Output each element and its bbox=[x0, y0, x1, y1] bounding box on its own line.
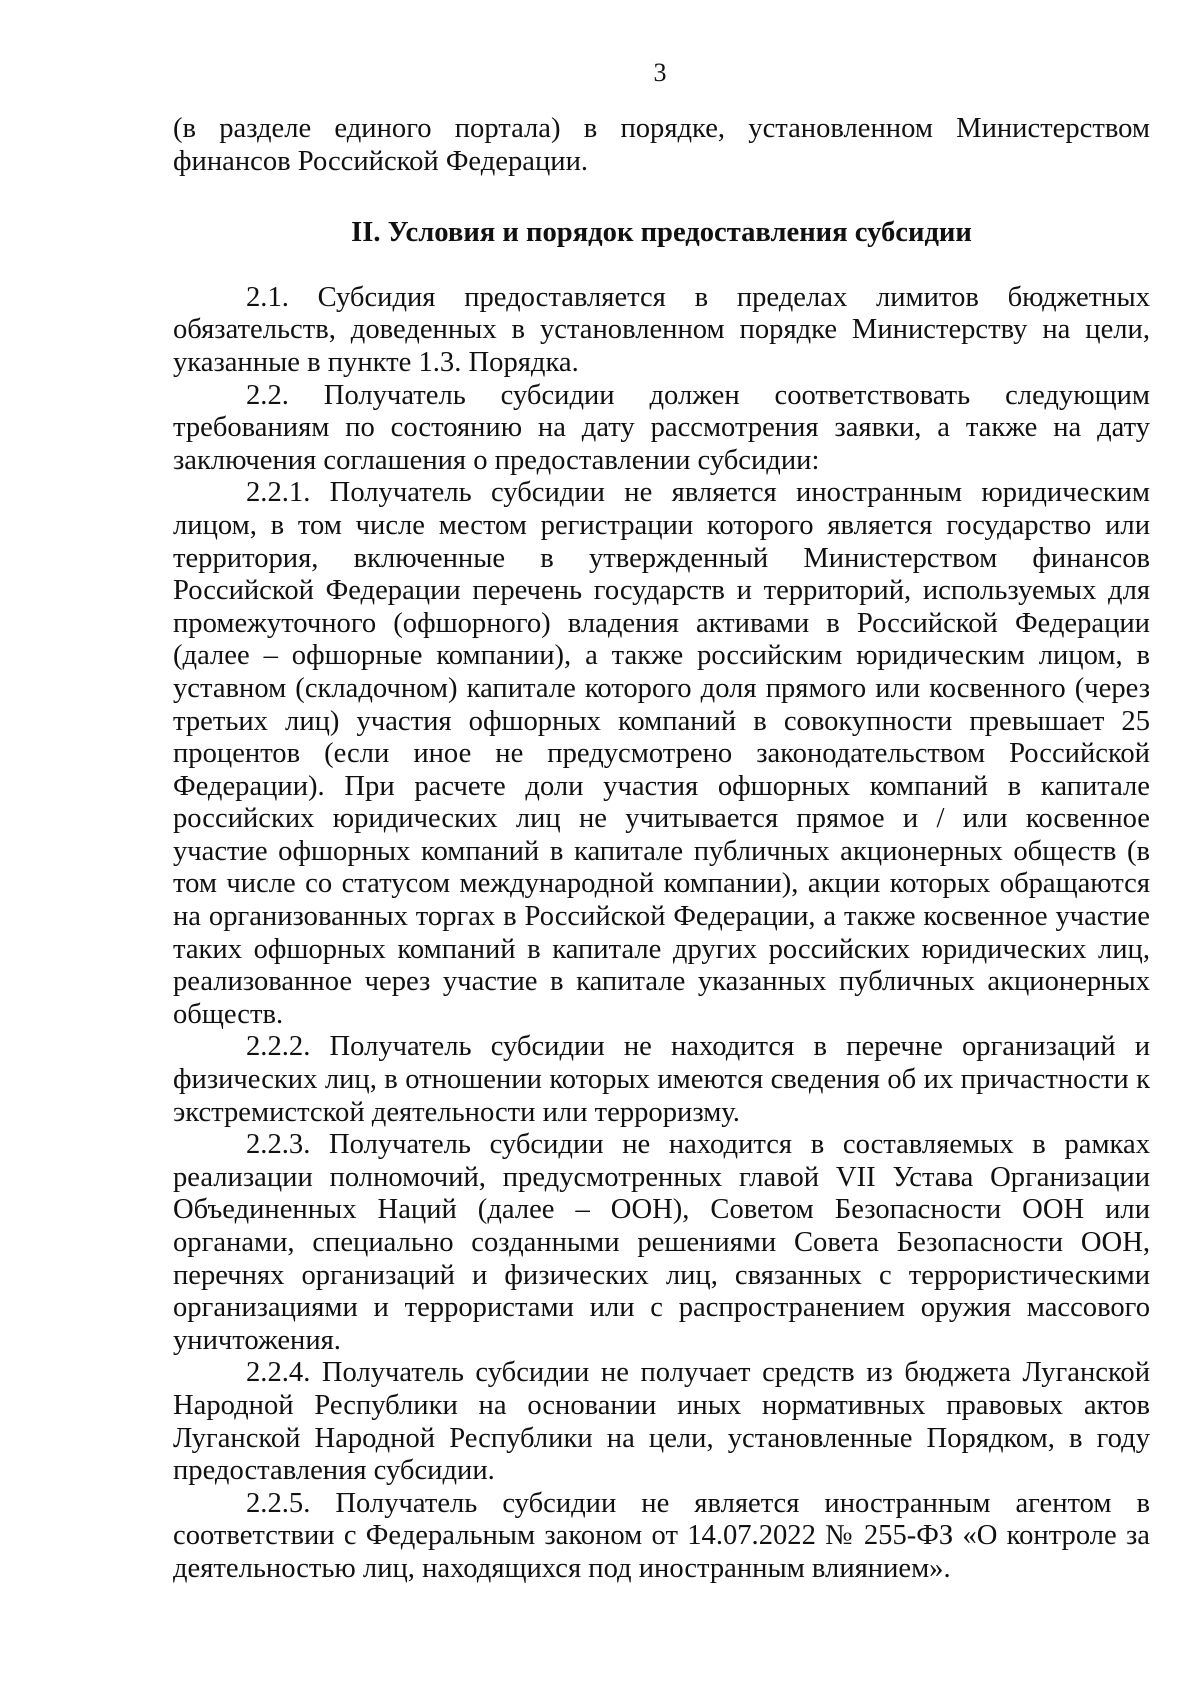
page-number: 3 bbox=[653, 58, 667, 87]
paragraph-2-2-4: 2.2.4. Получатель субсидии не получает средств из бюджета Луганской Народной Республики на основании иных нормативных правовых актов Луганской Народной Республики на цели, установленные Порядком, в году предоставления субсидии. bbox=[173, 1357, 1150, 1487]
paragraph-2-2-5: 2.2.5. Получатель субсидии не является иностранным агентом в соответствии с Федеральным законом от 14.07.2022 № 255-ФЗ «О контроле за деятельностью лиц, находящихся под иностранным влиянием». bbox=[173, 1487, 1150, 1584]
paragraph-2-2-2: 2.2.2. Получатель субсидии не находится в перечне организаций и физических лиц, в отношении которых имеются сведения об их причастности к экстремистской деятельности или терроризму. bbox=[173, 1031, 1150, 1128]
document-body bbox=[173, 113, 1150, 1586]
paragraph-2-2: 2.2. Получатель субсидии должен соответствовать следующим требованиям по состоянию на дату рассмотрения заявки, а также на дату заключения соглашения о предоставлении субсидии: bbox=[173, 379, 1150, 476]
paragraph-2-2-1: 2.2.1. Получатель субсидии не является иностранным юридическим лицом, в том числе местом регистрации которого является государство или территория, включенные в утвержденный Министерством финансов Российской Федерации перечень государств и территорий, используемых для промежуточного (офшорного) владения активами в Российской Федерации (далее – офшорные компании), а также российским юридическим лицом, в уставном (складочном) капитале которого доля прямого или косвенного (через третьих лиц) участия офшорных компаний в совокупности превышает 25 процентов (если иное не предусмотрено законодательством Российской Федерации). При расчете доли участия офшорных компаний в капитале российских юридических лиц не учитывается прямое и / или косвенное участие офшорных компаний в капитале публичных акционерных обществ (в том числе со статусом международной компании), акции которых обращаются на организованных торгах в Российской Федерации, а также косвенное участие таких офшорных компаний в капитале других российских юридических лиц, реализованное через участие в капитале указанных публичных акционерных обществ. bbox=[173, 477, 1150, 1030]
intro-paragraph: (в разделе единого портала) в порядке, установленном Министерством финансов Российской Федерации. bbox=[173, 113, 1150, 177]
paragraph-2-1: 2.1. Субсидия предоставляется в пределах лимитов бюджетных обязательств, доведенных в установленном порядке Министерству на цели, указанные в пункте 1.3. Порядка. bbox=[173, 281, 1150, 378]
paragraph-2-2-3: 2.2.3. Получатель субсидии не находится в составляемых в рамках реализации полномочий, предусмотренных главой VII Устава Организации Объединенных Наций (далее – ООН), Советом Безопасности ООН или органами, специально созданными решениями Совета Безопасности ООН, перечнях организаций и физических лиц, связанных с террористическими организациями и террористами или с распространением оружия массового уничтожения. bbox=[173, 1129, 1150, 1356]
section-heading: II. Условия и порядок предоставления субсидии bbox=[351, 217, 972, 249]
